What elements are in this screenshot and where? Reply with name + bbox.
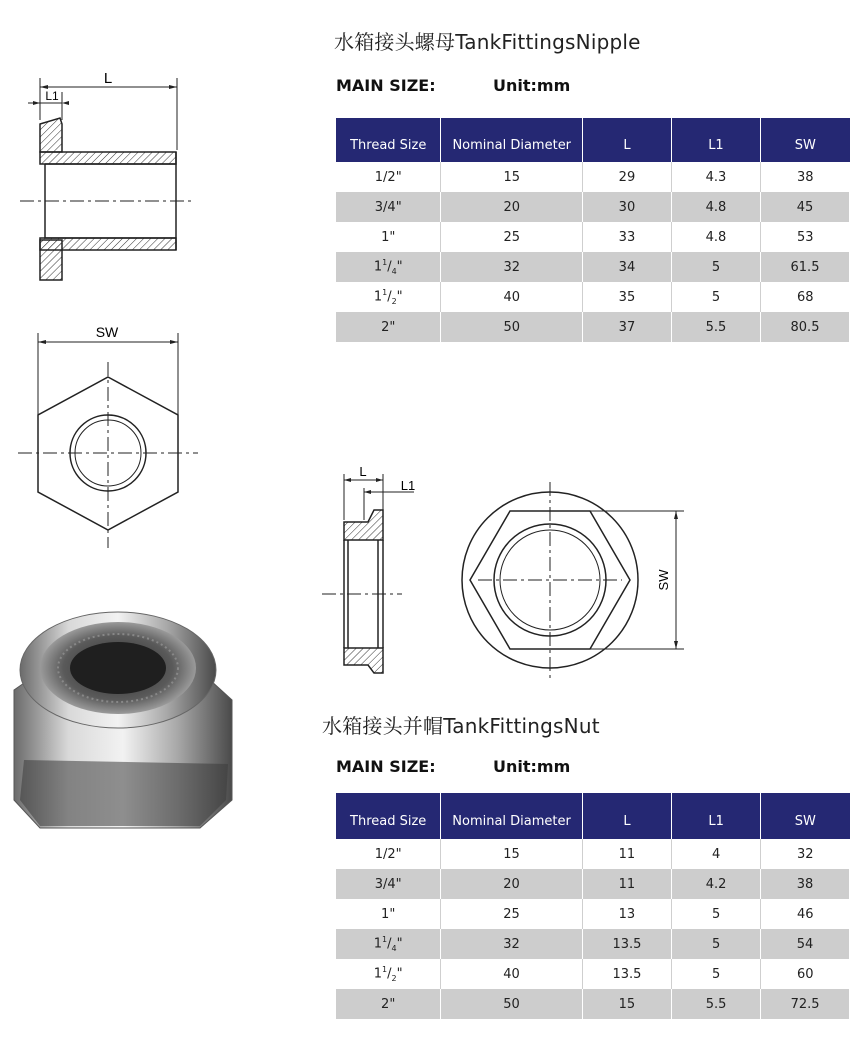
nut-unit-label: Unit:mm: [493, 757, 571, 776]
cell-l1: 5: [672, 929, 761, 959]
cell-nominal-diameter: 20: [441, 192, 583, 222]
cell-sw: 32: [761, 839, 850, 869]
table-row: [336, 312, 850, 342]
table-header-row: [336, 793, 850, 839]
nipple-size-table: [336, 118, 850, 342]
cell-nominal-diameter: 15: [441, 162, 583, 192]
table-row: [336, 899, 850, 929]
cell-l: 13: [582, 899, 671, 929]
cell-thread-size: 2": [336, 312, 441, 342]
cell-l: 13.5: [582, 959, 671, 989]
table-row: [336, 929, 850, 959]
cell-l1: 5.5: [672, 989, 761, 1019]
table-row: [336, 959, 850, 989]
cell-l: 33: [583, 222, 672, 252]
col-header-nominal-diameter: Nominal Diameter: [441, 793, 582, 839]
table-row: [336, 989, 850, 1019]
nipple-main-size-label: MAIN SIZE:: [336, 76, 436, 95]
col-header-l: L: [582, 793, 671, 839]
cell-sw: 46: [761, 899, 850, 929]
nipple-hex-drawing: [0, 320, 210, 560]
col-header-l: L: [583, 118, 672, 162]
col-header-thread-size: Thread Size: [336, 118, 441, 162]
cell-nominal-diameter: 15: [441, 839, 582, 869]
cell-thread-size: 3/4": [336, 869, 441, 899]
cell-thread-size: $1^1/_4$": [336, 929, 441, 959]
cell-l: 29: [583, 162, 672, 192]
table-row: [336, 252, 850, 282]
cell-nominal-diameter: 20: [441, 869, 582, 899]
table-row: [336, 282, 850, 312]
table-row: [336, 162, 850, 192]
table-row: [336, 869, 850, 899]
cell-nominal-diameter: 40: [441, 282, 583, 312]
nipple-dim-l1-label: L1: [45, 89, 59, 103]
cell-l: 11: [582, 839, 671, 869]
cell-sw: 68: [761, 282, 850, 312]
nut-title: 水箱接头并帽TankFittingsNut: [322, 714, 600, 738]
col-header-thread-size: Thread Size: [336, 793, 441, 839]
table-header-row: [336, 118, 850, 162]
cell-sw: 38: [761, 869, 850, 899]
cell-thread-size: $1^1/_2$": [336, 282, 441, 312]
cell-l1: 5.5: [671, 312, 760, 342]
cell-nominal-diameter: 50: [441, 312, 583, 342]
nipple-dim-l-label: L: [103, 70, 113, 87]
table-row: [336, 839, 850, 869]
cell-l: 35: [583, 282, 672, 312]
nipple-section-drawing: [0, 60, 200, 300]
cell-sw: 72.5: [761, 989, 850, 1019]
cell-l1: 4.3: [671, 162, 760, 192]
col-header-l1: L1: [671, 118, 760, 162]
nut-dim-sw-label: SW: [656, 569, 671, 591]
nut-hex-drawing: [450, 475, 690, 690]
cell-thread-size: 1": [336, 222, 441, 252]
col-header-nominal-diameter: Nominal Diameter: [441, 118, 583, 162]
table-row: [336, 222, 850, 252]
cell-sw: 60: [761, 959, 850, 989]
cell-nominal-diameter: 40: [441, 959, 582, 989]
col-header-sw: SW: [761, 118, 850, 162]
cell-sw: 54: [761, 929, 850, 959]
cell-l1: 5: [672, 899, 761, 929]
cell-l: 30: [583, 192, 672, 222]
product-photo: [0, 600, 250, 850]
table-row: [336, 192, 850, 222]
cell-l: 11: [582, 869, 671, 899]
cell-thread-size: $1^1/_2$": [336, 959, 441, 989]
cell-l1: 5: [672, 959, 761, 989]
nut-main-size-label: MAIN SIZE:: [336, 757, 436, 776]
cell-thread-size: 1": [336, 899, 441, 929]
nut-dim-l1-label: L1: [400, 478, 416, 493]
cell-l1: 4: [672, 839, 761, 869]
cell-sw: 53: [761, 222, 850, 252]
cell-thread-size: 2": [336, 989, 441, 1019]
cell-l: 37: [583, 312, 672, 342]
cell-thread-size: $1^1/_4$": [336, 252, 441, 282]
cell-l1: 4.8: [671, 192, 760, 222]
cell-nominal-diameter: 25: [441, 899, 582, 929]
cell-thread-size: 1/2": [336, 162, 441, 192]
nut-dim-l-label: L: [359, 464, 367, 479]
cell-l1: 4.8: [671, 222, 760, 252]
nipple-title: 水箱接头螺母TankFittingsNipple: [334, 30, 641, 54]
cell-l1: 4.2: [672, 869, 761, 899]
cell-l1: 5: [671, 252, 760, 282]
cell-l1: 5: [671, 282, 760, 312]
cell-l: 34: [583, 252, 672, 282]
cell-nominal-diameter: 32: [441, 252, 583, 282]
col-header-sw: SW: [761, 793, 850, 839]
cell-thread-size: 3/4": [336, 192, 441, 222]
cell-thread-size: 1/2": [336, 839, 441, 869]
cell-nominal-diameter: 50: [441, 989, 582, 1019]
cell-sw: 80.5: [761, 312, 850, 342]
nipple-unit-label: Unit:mm: [493, 76, 571, 95]
nut-section-drawing: [315, 455, 425, 685]
cell-nominal-diameter: 32: [441, 929, 582, 959]
nut-size-table: [336, 793, 850, 1019]
cell-sw: 38: [761, 162, 850, 192]
cell-sw: 45: [761, 192, 850, 222]
cell-l: 15: [582, 989, 671, 1019]
nipple-dim-sw-label: SW: [95, 324, 119, 340]
col-header-l1: L1: [672, 793, 761, 839]
cell-l: 13.5: [582, 929, 671, 959]
cell-sw: 61.5: [761, 252, 850, 282]
cell-nominal-diameter: 25: [441, 222, 583, 252]
